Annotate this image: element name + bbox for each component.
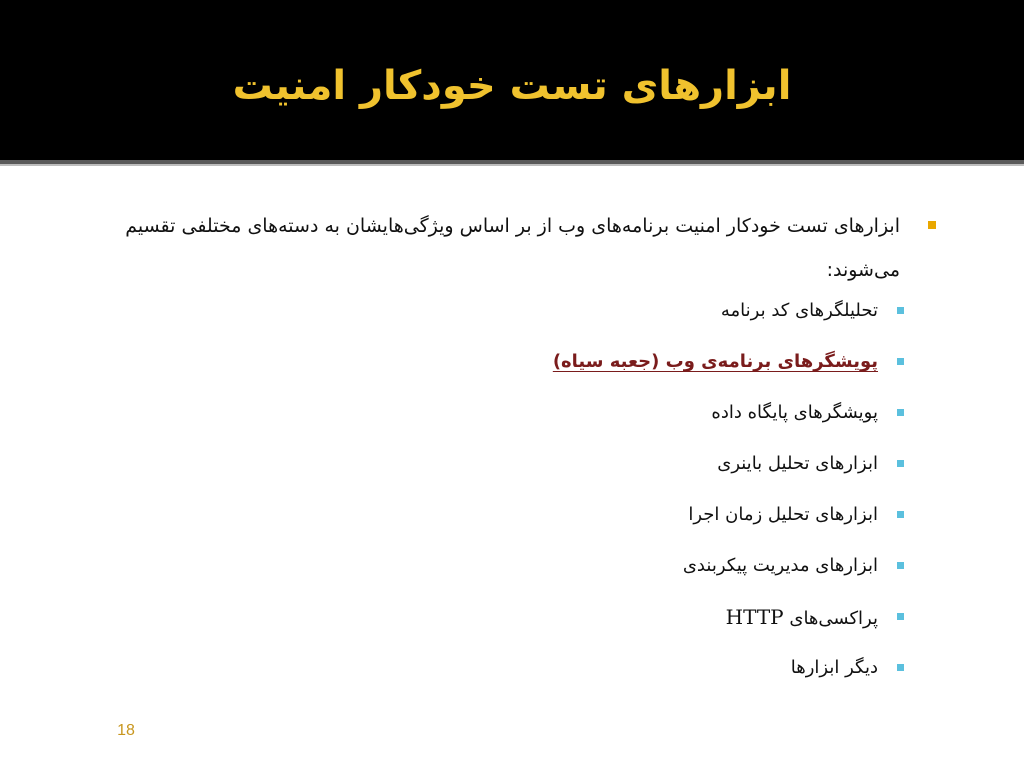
category-list — [50, 298, 914, 681]
list-item — [50, 604, 914, 630]
slide-title: ابزارهای تست خودکار امنیت — [232, 63, 792, 109]
square-bullet-icon — [928, 221, 936, 229]
list-item-label: پویشگرهای پایگاه داده — [711, 402, 878, 423]
square-bullet-icon — [897, 460, 904, 467]
list-item — [50, 400, 914, 426]
list-item — [50, 655, 914, 681]
square-bullet-icon — [897, 307, 904, 314]
page-number: 18 — [117, 722, 135, 739]
intro-paragraph — [50, 204, 914, 292]
square-bullet-icon — [897, 511, 904, 518]
slide-content — [50, 204, 914, 706]
list-item — [50, 502, 914, 528]
list-item-label: دیگر ابزارها — [790, 657, 878, 678]
square-bullet-icon — [897, 613, 904, 620]
list-item — [50, 349, 914, 375]
square-bullet-icon — [897, 664, 904, 671]
list-item — [50, 298, 914, 324]
list-item-label: ابزارهای تحلیل باینری — [717, 453, 878, 474]
list-item — [50, 451, 914, 477]
list-item-label: ابزارهای مدیریت پیکربندی — [682, 555, 878, 576]
list-item-protocol: HTTP — [725, 605, 784, 629]
square-bullet-icon — [897, 358, 904, 365]
title-divider-highlight — [0, 164, 1024, 166]
square-bullet-icon — [897, 409, 904, 416]
intro-text: ابزارهای تست خودکار امنیت برنامه‌های وب از بر اساس ویژگی‌هایشان به دسته‌های مختلفی تقسیم می‌شوند: — [125, 215, 900, 281]
list-item — [50, 553, 914, 579]
list-item-label: ابزارهای تحلیل زمان اجرا — [688, 504, 878, 525]
list-item-label: تحلیلگرهای کد برنامه — [720, 300, 878, 321]
square-bullet-icon — [897, 562, 904, 569]
list-item-label: پراکسی‌های — [789, 608, 878, 629]
web-scanners-link[interactable]: پویشگرهای برنامه‌ی وب (جعبه سیاه) — [552, 351, 878, 372]
